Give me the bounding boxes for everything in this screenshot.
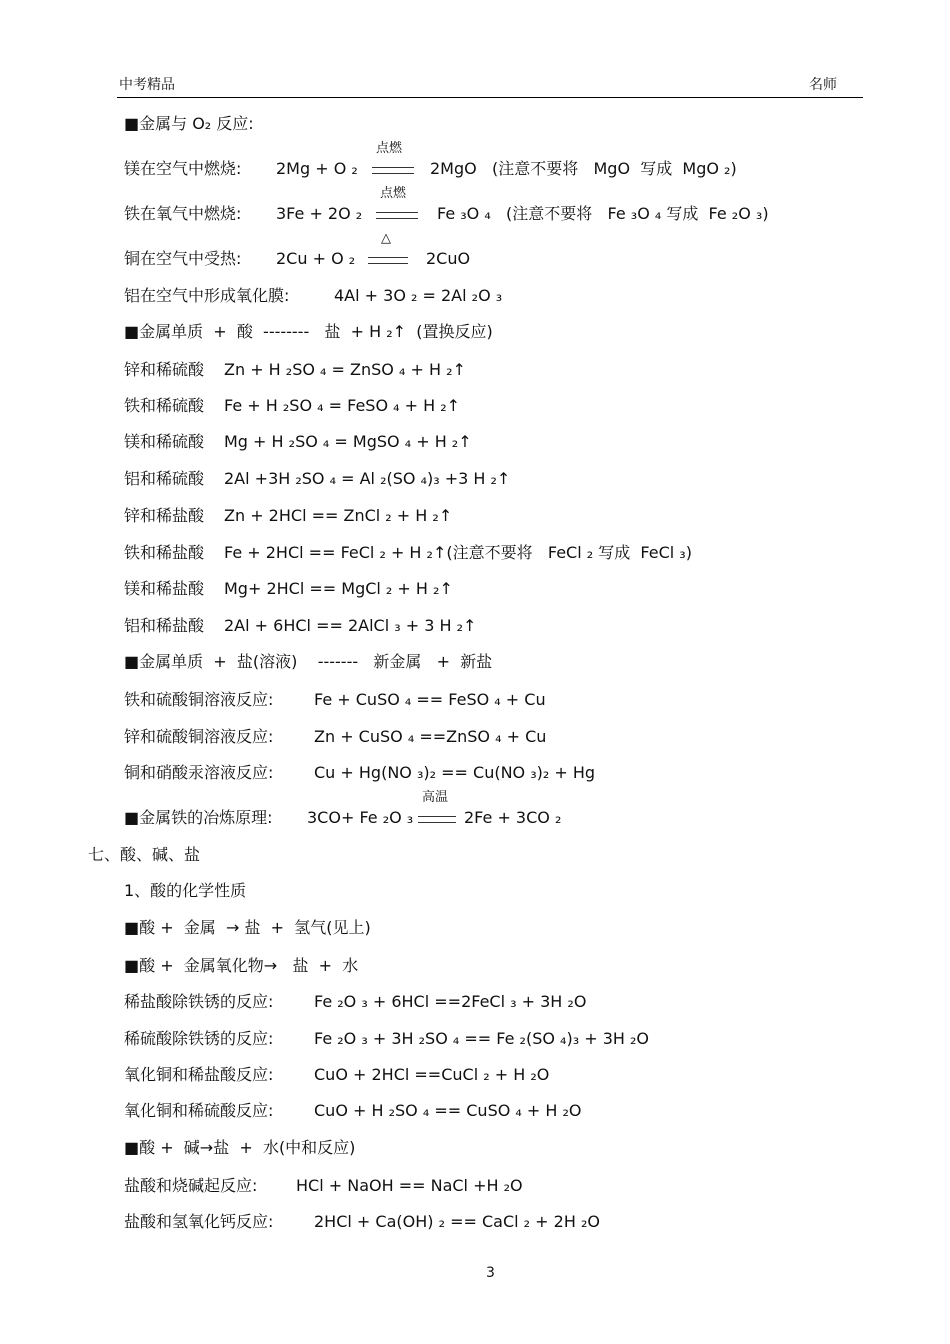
reaction-label: 稀硫酸除铁锈的反应:	[124, 1029, 274, 1048]
reaction-label: 铁和稀硫酸	[124, 396, 205, 415]
header-right: 名师	[809, 77, 837, 93]
equation-reactants: 3CO+ Fe ₂O ₃	[307, 808, 414, 827]
equation: 2HCl + Ca(OH) ₂ == CaCl ₂ + 2H ₂O	[314, 1212, 600, 1231]
equation: Zn + H ₂SO ₄ = ZnSO ₄ + H ₂↑	[224, 360, 466, 379]
section-heading-metal-salt: ■金属单质 + 盐(溶液) ------- 新金属 + 新盐	[124, 652, 493, 671]
reaction-equals-sign	[376, 212, 418, 219]
reaction-condition: 点燃	[380, 186, 407, 201]
reaction-label: 锌和硫酸铜溶液反应:	[124, 727, 274, 746]
equation: Mg+ 2HCl == MgCl ₂ + H ₂↑	[224, 579, 453, 598]
reaction-label: 锌和稀盐酸	[124, 506, 205, 525]
reaction-label: 铝和稀硫酸	[124, 469, 205, 488]
reaction-label: 铜和硝酸汞溶液反应:	[124, 763, 274, 782]
equation: Zn + 2HCl == ZnCl ₂ + H ₂↑	[224, 506, 453, 525]
equation: 2Al + 6HCl == 2AlCl ₃ + 3 H ₂↑	[224, 616, 477, 635]
reaction-label: 稀盐酸除铁锈的反应:	[124, 992, 274, 1011]
equation: 4Al + 3O ₂ = 2Al ₂O ₃	[334, 286, 503, 305]
equation: Fe ₂O ₃ + 6HCl ==2FeCl ₃ + 3H ₂O	[314, 992, 587, 1011]
reaction-label: 锌和稀硫酸	[124, 360, 205, 379]
reaction-label: ■金属铁的冶炼原理:	[124, 808, 273, 827]
reaction-condition: 高温	[422, 790, 449, 805]
section-heading-acid-base: ■酸 + 碱→盐 + 水(中和反应)	[124, 1138, 356, 1157]
page-number: 3	[486, 1265, 495, 1281]
equation-reactants: 3Fe + 2O ₂	[276, 204, 363, 223]
reaction-equals-sign	[372, 167, 414, 174]
reaction-equals-sign	[368, 257, 408, 264]
reaction-label: 盐酸和烧碱起反应:	[124, 1176, 258, 1195]
reaction-condition: 点燃	[376, 141, 403, 156]
subsection-heading: 1、酸的化学性质	[124, 881, 247, 900]
chapter-heading: 七、酸、碱、盐	[88, 845, 201, 864]
header-left: 中考精品	[119, 77, 175, 93]
header-rule	[117, 97, 863, 98]
equation-products: 2MgO (注意不要将 MgO 写成 MgO ₂)	[430, 159, 737, 178]
section-heading-acid-metal: ■酸 + 金属 → 盐 + 氢气(见上)	[124, 918, 371, 937]
reaction-label: 镁和稀盐酸	[124, 579, 205, 598]
reaction-label: 铁在氧气中燃烧:	[124, 204, 242, 223]
equation: Fe + H ₂SO ₄ = FeSO ₄ + H ₂↑	[224, 396, 461, 415]
equation: Mg + H ₂SO ₄ = MgSO ₄ + H ₂↑	[224, 432, 472, 451]
reaction-label: 氧化铜和稀盐酸反应:	[124, 1065, 274, 1084]
heat-condition-icon: △	[381, 231, 391, 246]
equation: CuO + H ₂SO ₄ == CuSO ₄ + H ₂O	[314, 1101, 582, 1120]
equation-reactants: 2Cu + O ₂	[276, 249, 356, 268]
reaction-label: 铝在空气中形成氧化膜:	[124, 286, 290, 305]
reaction-label: 镁在空气中燃烧:	[124, 159, 242, 178]
reaction-label: 镁和稀硫酸	[124, 432, 205, 451]
equation: Fe + 2HCl == FeCl ₂ + H ₂↑(注意不要将 FeCl ₂ 写成 FeCl ₃)	[224, 543, 692, 562]
section-heading-metal-oxygen: ■金属与 O₂ 反应:	[124, 114, 254, 133]
equation: Fe ₂O ₃ + 3H ₂SO ₄ == Fe ₂(SO ₄)₃ + 3H ₂O	[314, 1029, 649, 1048]
reaction-label: 铁和硫酸铜溶液反应:	[124, 690, 274, 709]
reaction-label: 铜在空气中受热:	[124, 249, 242, 268]
reaction-equals-sign	[418, 816, 456, 823]
equation: Cu + Hg(NO ₃)₂ == Cu(NO ₃)₂ + Hg	[314, 763, 596, 782]
equation: HCl + NaOH == NaCl +H ₂O	[296, 1176, 523, 1195]
section-heading-acid-oxide: ■酸 + 金属氧化物→ 盐 + 水	[124, 956, 359, 975]
reaction-label: 铝和稀盐酸	[124, 616, 205, 635]
equation-products: Fe ₃O ₄ (注意不要将 Fe ₃O ₄ 写成 Fe ₂O ₃)	[437, 204, 769, 223]
reaction-label: 盐酸和氢氧化钙反应:	[124, 1212, 274, 1231]
equation: 2Al +3H ₂SO ₄ = Al ₂(SO ₄)₃ +3 H ₂↑	[224, 469, 511, 488]
reaction-label: 氧化铜和稀硫酸反应:	[124, 1101, 274, 1120]
equation: CuO + 2HCl ==CuCl ₂ + H ₂O	[314, 1065, 550, 1084]
equation: Fe + CuSO ₄ == FeSO ₄ + Cu	[314, 690, 546, 709]
equation-reactants: 2Mg + O ₂	[276, 159, 358, 178]
equation: Zn + CuSO ₄ ==ZnSO ₄ + Cu	[314, 727, 547, 746]
equation-products: 2Fe + 3CO ₂	[464, 808, 562, 827]
reaction-label: 铁和稀盐酸	[124, 543, 205, 562]
section-heading-metal-acid: ■金属单质 + 酸 -------- 盐 + H ₂↑ (置换反应)	[124, 322, 493, 341]
equation-products: 2CuO	[426, 249, 471, 268]
